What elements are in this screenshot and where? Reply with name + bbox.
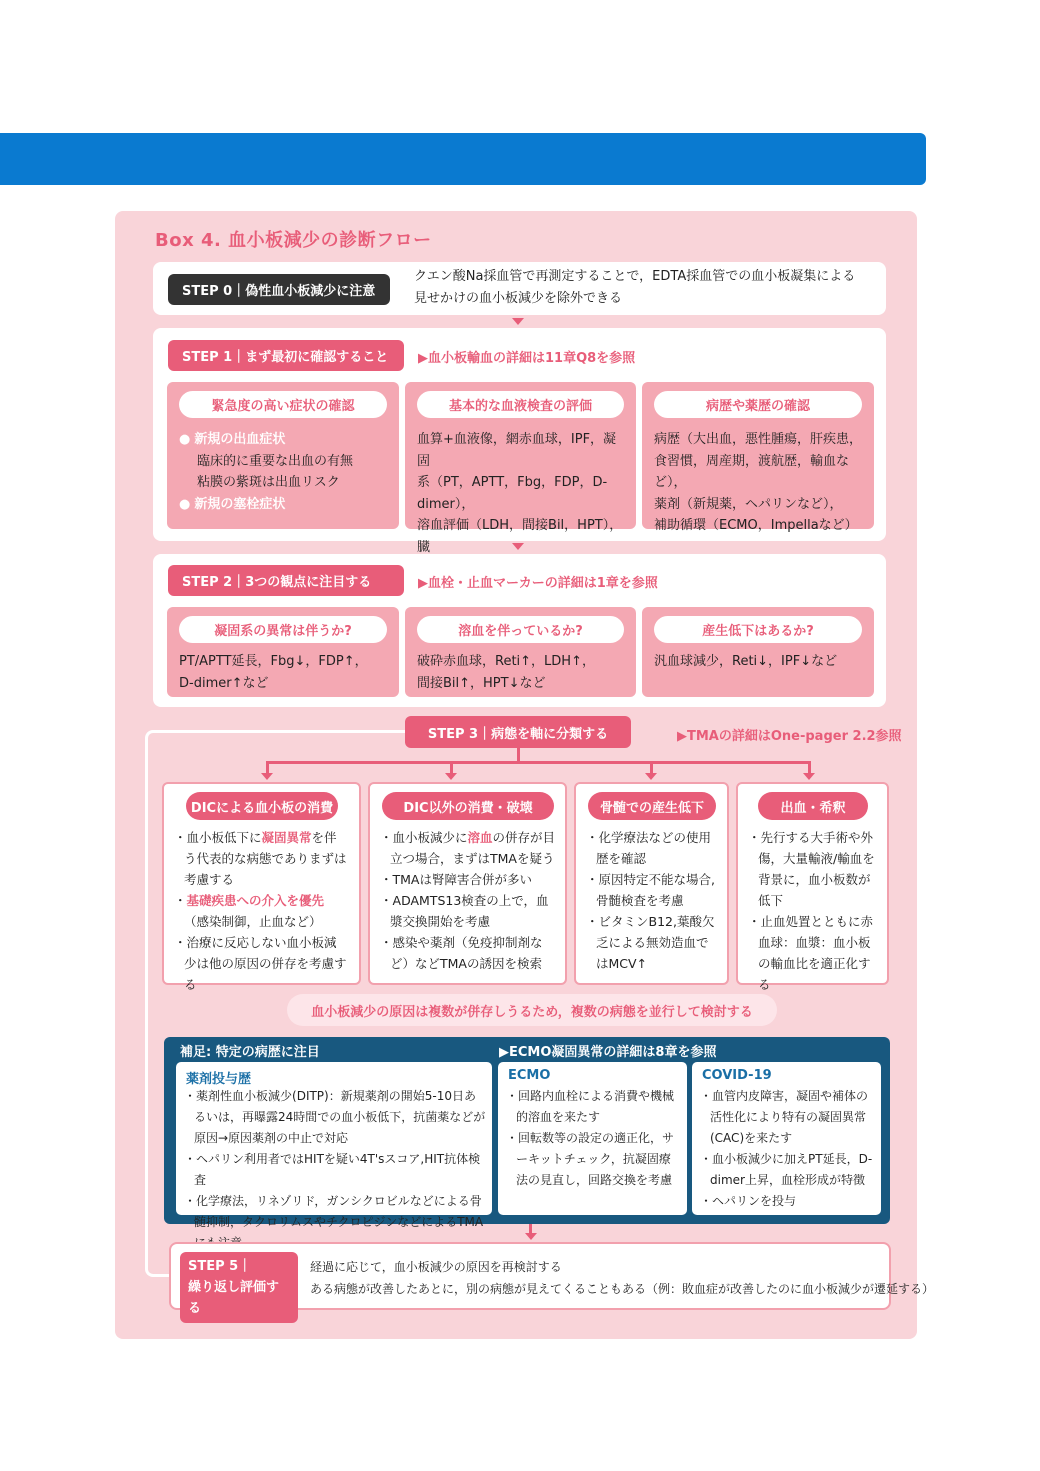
category-bullets: [174, 827, 349, 995]
bullet-item: ● 新規の出血症状: [179, 429, 391, 451]
connector-line: [450, 761, 453, 773]
card-line: 食習慣，周産期，渡航歴，輸血など），: [654, 453, 850, 490]
bullet-sub: 粘膜の紫斑は出血リスク: [197, 475, 340, 490]
supplement-head: ECMO: [508, 1068, 551, 1083]
step5-tag-line: 繰り返し評価する: [188, 1280, 280, 1316]
card-head: 緊急度の高い症状の確認: [179, 391, 387, 418]
step0-tag: STEP 0｜偽性血小板減少に注意: [168, 274, 390, 305]
bullet-item: ・化学療法などの使用歴を確認: [586, 830, 712, 866]
step5-tag-line: STEP 5｜: [188, 1259, 252, 1274]
step5-tag: [180, 1252, 298, 1323]
step0-line: クエン酸Na採血管で再測定することで，EDTA採血管での血小板凝集による: [414, 269, 856, 284]
category-marrow: [574, 782, 729, 985]
bullet-item: ・ビタミンB12,葉酸欠乏による無効造血ではMCV↑: [586, 914, 715, 971]
list-item: ・血管内皮障害，凝固や補体の活性化により特有の凝固異常(CAC)を来たす: [700, 1089, 869, 1145]
card-line: 血算+血液像，網赤血球，IPF，凝固: [417, 432, 617, 469]
arrow-down-icon: [525, 1233, 537, 1240]
step5-line: 経過に応じて，血小板減少の原因を再検討する: [310, 1260, 562, 1274]
bullet-item: ・血小板減少に溶血の併存が目立つ場合，まずはTMAを疑う: [380, 830, 556, 866]
list-item: ・ヘパリンを投与: [700, 1194, 797, 1208]
arrow-down-icon: [512, 543, 524, 550]
step5-line: ある病態が改善したあとに，別の病態が見えてくることもある（例：敗血症が改善したのに血小板減少が遷延する）: [310, 1282, 935, 1296]
connector-line: [650, 761, 653, 773]
card-coagulation: [167, 607, 399, 697]
category-bullets: [380, 827, 557, 974]
card-line: 溶血評価（LDH，間接Bil，HPT），臓: [417, 518, 623, 555]
card-head: 溶血を伴っているか?: [417, 616, 624, 643]
supplement-covid: [692, 1062, 881, 1215]
bullet-item: ・基礎疾患への介入を優先（感染制御，止血など）: [174, 893, 325, 929]
category-bullets: [586, 827, 719, 974]
card-body: [179, 651, 391, 694]
card-history: [642, 382, 874, 533]
card-head: 病歴や薬歴の確認: [654, 391, 862, 418]
bullet-item: ・血小板低下に凝固異常を伴う代表的な病態でありまずは考慮する: [174, 830, 347, 887]
supplement-title: 補足: 特定の病歴に注目: [180, 1045, 320, 1060]
bullet-item: ● 新規の塞栓症状: [179, 494, 391, 516]
card-line: D-dimer↑など: [179, 675, 269, 691]
arrow-down-icon: [445, 773, 457, 780]
summary-banner: 血小板減少の原因は複数が併存しうるため，複数の病態を並行して検討する: [287, 994, 777, 1026]
step1-note: ▶血小板輸血の詳細は11章Q8を参照: [418, 351, 636, 366]
connector-line: [517, 748, 520, 762]
card-basic-blood-tests: [405, 382, 636, 555]
step2-tag: STEP 2｜3つの観点に注目する: [168, 565, 404, 596]
bullet-item: ・原因特定不能な場合,骨髄検査を考慮: [586, 872, 715, 908]
category-bleeding: [736, 782, 889, 992]
card-line: PT/APTT延長，Fbg↓，FDP↑，: [179, 654, 368, 669]
card-line: 系（PT，APTT，Fbg，FDP，D-dimer），: [417, 475, 608, 512]
header-bar: [0, 133, 926, 185]
card-urgent-symptoms: [167, 382, 399, 529]
supplement-list: [700, 1086, 875, 1212]
list-item: ・回路内血栓による消費や機械的溶血を来たす: [506, 1089, 675, 1124]
step2-note: ▶血栓・止血マーカーの詳細は1章を参照: [418, 576, 658, 591]
arrow-down-icon: [512, 318, 524, 325]
card-line: 病歴（大出血，悪性腫瘍，肝疾患，: [654, 432, 863, 447]
category-head: DIC以外の消費・破壊: [382, 792, 554, 820]
category-non-dic: [368, 782, 567, 985]
card-body: [654, 651, 866, 673]
connector-line: [808, 761, 811, 773]
step3-tag: STEP 3｜病態を軸に分類する: [405, 716, 631, 748]
arrow-down-icon: [803, 773, 815, 780]
step0-line: 見せかけの血小板減少を除外できる: [414, 291, 623, 306]
category-bullets: [748, 827, 879, 995]
step5-text: [310, 1256, 934, 1300]
card-line: 間接Bil↑，HPT↓など: [417, 675, 546, 691]
list-item: ・化学療法，リネゾリド，ガンシクロビルなどによる骨髄抑制，タクロリムスやチクロピジンなどによるTMA: [184, 1194, 484, 1229]
card-body: [179, 429, 391, 515]
list-item: ・薬剤性血小板減少(DITP)：新規薬剤の開始5-10日あるいは，再曝露24時間での血小板低下，抗菌薬などが原因→原因薬剤の中止で対応: [184, 1089, 486, 1145]
category-head: DICによる血小板の消費: [186, 792, 338, 820]
card-head: 産生低下はあるか?: [654, 616, 862, 643]
card-head: 基本的な血液検査の評価: [417, 391, 624, 418]
category-head: 出血・希釈: [758, 792, 868, 820]
bullet-item: ・治療に反応しない血小板減少は他の原因の併存を考慮する: [174, 935, 347, 992]
bullet-item: ・止血処置とともに赤血球：血漿：血小板の輸血比を適正化する: [748, 914, 874, 992]
supplement-ecmo: [498, 1062, 687, 1215]
step1-tag: STEP 1｜まず最初に確認すること: [168, 340, 404, 371]
card-body: [417, 651, 628, 694]
box-title: Box 4. 血小板減少の診断フロー: [155, 230, 432, 251]
supplement-head: COVID-19: [702, 1068, 772, 1083]
bullet-item: ・ADAMTS13検査の上で，血漿交換開始を考慮: [380, 893, 549, 929]
step0-text: [414, 266, 855, 310]
card-line: 薬剤（新規薬，ヘパリンなど），: [654, 496, 843, 512]
card-line: 補助循環（ECMO，Impellaなど）: [654, 518, 858, 533]
list-item: ・ヘパリン利用者ではHITを疑い4T'sスコア,HIT抗体検査: [184, 1152, 481, 1187]
card-line: 汎血球減少，Reti↓，IPF↓など: [654, 654, 838, 669]
list-item: ・血小板減少に加えPT延長，D-dimer上昇，血栓形成が特徴: [700, 1152, 873, 1187]
supplement-list: [506, 1086, 681, 1191]
supplement-head: 薬剤投与歴: [186, 1072, 252, 1087]
card-hemolysis: [405, 607, 636, 697]
arrow-down-icon: [645, 773, 657, 780]
step3-note: ▶TMAの詳細はOne-pager 2.2参照: [677, 729, 902, 744]
list-item: ・回転数等の設定の適正化，サーキットチェック，抗凝固療法の見直し，回路交換を考慮: [506, 1131, 675, 1187]
supplement-list: [184, 1086, 486, 1254]
card-production: [642, 607, 874, 697]
bullet-item: ・感染や薬剤（免疫抑制剤など）などTMAの誘因を検索: [380, 935, 543, 971]
card-line: 破砕赤血球，Reti↑，LDH↑，: [417, 654, 595, 669]
bullet-item: ・TMAは腎障害合併が多い: [380, 872, 532, 887]
bullet-sub: 臨床的に重要な出血の有無: [197, 453, 354, 469]
card-head: 凝固系の異常は伴うか?: [179, 616, 387, 643]
card-body: [654, 429, 866, 537]
category-dic: [162, 782, 361, 992]
category-head: 骨髄での産生低下: [588, 792, 716, 820]
supplement-drug: [176, 1062, 492, 1229]
supplement-note: ▶ECMO凝固異常の詳細は8章を参照: [499, 1045, 717, 1060]
bullet-item: ・先行する大手術や外傷，大量輸液/輸血を背景に，血小板数が低下: [748, 830, 875, 908]
